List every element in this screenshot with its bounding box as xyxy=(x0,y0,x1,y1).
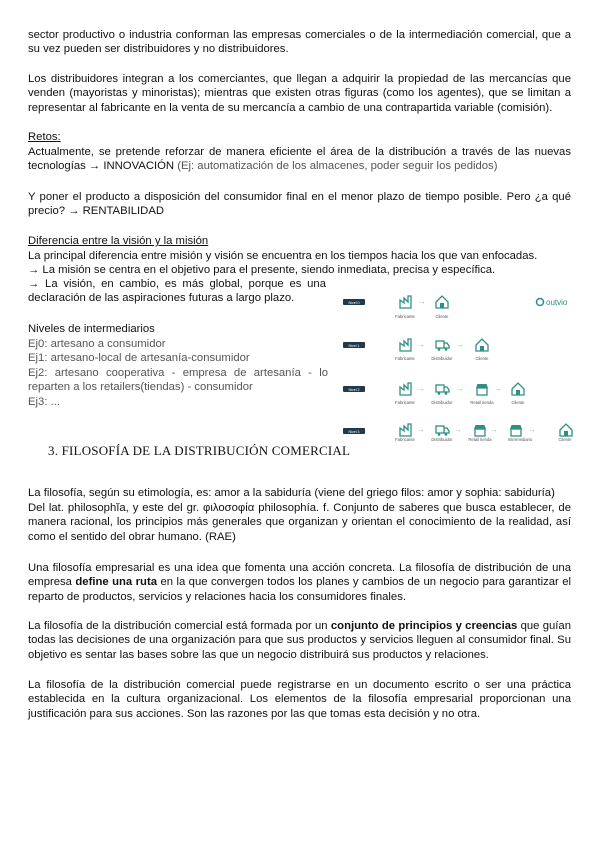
truck-icon xyxy=(436,426,449,436)
node-label: Cliente xyxy=(475,356,489,361)
diagram-row xyxy=(343,383,525,405)
section3-paragraph-4 xyxy=(28,619,571,662)
p3-bold: define una ruta xyxy=(75,576,157,589)
retos-title-text: Retos: xyxy=(28,131,61,143)
shop-icon xyxy=(474,425,486,436)
node-label: Fabricante xyxy=(395,400,415,405)
house-icon xyxy=(560,424,572,436)
niveles-item: Ej0: artesano a consumidor xyxy=(28,338,166,350)
truck-icon xyxy=(436,341,449,351)
arrow-icon: → xyxy=(418,297,426,306)
retos-paragraph-2: Y poner el producto a disposición del consumidor final en el menor plazo de tiempo posible. Pero ¿a qué precio? → RENTABILIDAD xyxy=(28,191,571,218)
diagram-row xyxy=(343,424,572,442)
arrow-icon: → xyxy=(417,340,425,349)
section3-paragraph-3 xyxy=(28,561,571,604)
node-label: Distribuidor xyxy=(431,356,453,361)
node-label: Fabricante xyxy=(395,437,415,442)
arrow-icon: → xyxy=(456,384,464,393)
niveles-item: Ej2: artesano cooperativa - empresa de artesanía - lo reparten a los retailers(tiendas) - consumidor xyxy=(28,367,328,394)
brand-text: outvio xyxy=(546,298,568,307)
factory-icon xyxy=(400,339,411,351)
level-label: Nivel 0 xyxy=(348,301,360,305)
house-icon xyxy=(476,339,488,351)
node-label: Cliente xyxy=(558,437,572,442)
arrow-icon: → xyxy=(456,340,464,349)
retos-p1-note: (Ej: automatización de los almacenes, poder seguir los pedidos) xyxy=(177,160,498,173)
node-label: Fabricante xyxy=(395,356,415,361)
node-label: Retail tienda xyxy=(468,437,492,442)
arrow-icon: → xyxy=(490,425,498,434)
section3-paragraph-2: Del lat. philosophĭa, y este del gr. φιλοσοφία philosophía. f. Conjunto de saberes que busca establecer, de manera racional, los principios más generales que organizan y orientan el conocimiento de la realidad, así como el sentido del obrar humano. (RAE) xyxy=(28,502,571,543)
node-label: Cliente xyxy=(435,314,449,319)
p4-text-b: que guían todas las decisiones de una organización para que sus productos y servicios lleguen al consumidor final. Su objetivo es sentar las bases sobre las que un negocio distribuirá sus productos y relaciones. xyxy=(28,620,571,661)
outvio-logo xyxy=(537,298,568,307)
node-label: Intermediario xyxy=(507,437,533,442)
retos-paragraph-1 xyxy=(28,145,571,174)
factory-icon xyxy=(400,296,411,308)
house-icon xyxy=(436,296,448,308)
node-label: Distribuidor xyxy=(431,400,453,405)
distribution-levels-diagram xyxy=(340,292,580,442)
node-label: Distribuidor xyxy=(431,437,453,442)
vision-title xyxy=(28,234,571,248)
vision-title-text: Diferencia entre la visión y la misión xyxy=(28,235,209,247)
retos-title xyxy=(28,130,571,144)
shop-icon xyxy=(476,384,488,395)
intro-paragraph-1: sector productivo o industria conforman las empresas comerciales o de la intermediación comercial, que a su vez pueden ser distribuidores y no distribuidores. xyxy=(28,29,571,56)
niveles-title: Niveles de intermediarios xyxy=(28,323,155,335)
niveles-item: Ej1: artesano-local de artesanía-consumidor xyxy=(28,352,250,364)
section-heading: 3. FILOSOFÍA DE LA DISTRIBUCIÓN COMERCIAL xyxy=(48,443,351,458)
p4-text-a: La filosofía de la distribución comercial está formada por un xyxy=(28,620,328,632)
section3-paragraph-5: La filosofía de la distribución comercial puede registrarse en un documento escrito o ser una práctica establecida en la cultura organizacional. Los elementos de la filosofía empresarial proporcionan una justificación para sus acciones. Son las razones por las que tomas esta decisión y no otra. xyxy=(28,679,571,720)
factory-icon xyxy=(400,424,411,436)
level-label: Nivel 1 xyxy=(348,344,360,348)
vision-line-2: → La misión se centra en el objetivo para el presente, siendo inmediata, precisa y específica. xyxy=(28,264,496,276)
arrow-icon: → xyxy=(417,384,425,393)
arrow-icon: → xyxy=(494,384,502,393)
diagram-row xyxy=(343,339,489,361)
vision-line-3: → La visión, en cambio, es más global, porque es una declaración de las aspiraciones futuras a largo plazo. xyxy=(28,278,326,305)
arrow-icon: → xyxy=(417,425,425,434)
arrow-icon: → xyxy=(528,425,536,434)
factory-icon xyxy=(400,383,411,395)
node-label: Cliente xyxy=(511,400,525,405)
p3-text-b: en la que convergen todos los planes y cambios de un negocio para garantizar el reparto de productos, servicios y relaciones hacia los consumidores finales. xyxy=(28,576,572,603)
shop-icon xyxy=(510,425,522,436)
niveles-item: Ej3: ... xyxy=(28,396,61,408)
intro-paragraph-2: Los distribuidores integran a los comerciantes, que llegan a adquirir la propiedad de las mercancías que venden (mayoristas y minoristas); mientras que existen otras figuras (como los agentes), que se limitan a representar al fabricante en la venta de su mercancía a cambio de una contrapartida variable (comisión). xyxy=(28,73,571,114)
vision-line-1: La principal diferencia entre misión y visión se encuentra en los tiempos hacia los que van enfocadas. xyxy=(28,250,538,262)
arrow-icon: → xyxy=(454,425,462,434)
section3-paragraph-1: La filosofía, según su etimología, es: amor a la sabiduría (viene del griego filos: amor y sophia: sabiduría) xyxy=(28,487,555,499)
p4-bold: conjunto de principios y creencias xyxy=(330,620,518,632)
house-icon xyxy=(512,383,524,395)
retos-p1-text: Actualmente, se pretende reforzar de manera eficiente el área de la distribución a través de las nuevas tecnologías → INNOVACIÓN xyxy=(28,146,571,173)
level-label: Nivel 2 xyxy=(348,388,360,392)
truck-icon xyxy=(436,385,449,395)
level-label: Nivel 3 xyxy=(348,430,360,434)
diagram-row xyxy=(343,296,449,319)
p3-text-a: Una filosofía empresarial es una idea que fomenta una acción concreta. La filosofía de distribución de una empresa xyxy=(28,562,571,589)
node-label: Retail tienda xyxy=(470,400,494,405)
node-label: Fabricante xyxy=(395,314,415,319)
